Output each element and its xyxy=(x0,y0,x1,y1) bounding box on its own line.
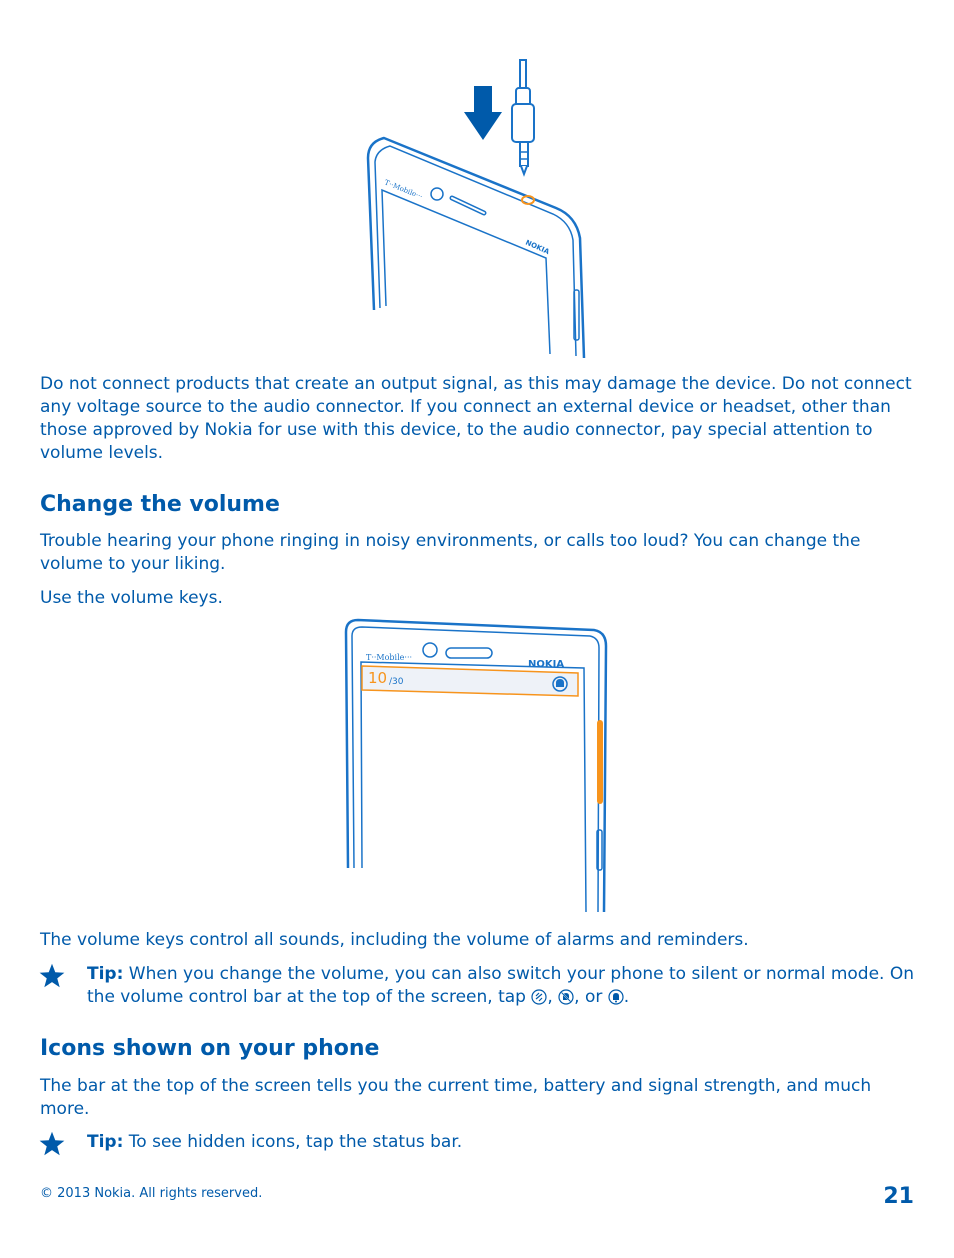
copyright-footer: © 2013 Nokia. All rights reserved. xyxy=(40,1186,263,1201)
tip-label: Tip: xyxy=(87,1132,124,1152)
volume-intro-text: Trouble hearing your phone ringing in noisy environments, or calls too loud? You can change the volume to your liking. xyxy=(40,531,861,574)
page-number: 21 xyxy=(883,1184,914,1209)
ring-bell-icon xyxy=(608,989,624,1005)
volume-keys-description: The volume keys control all sounds, including the volume of alarms and reminders. xyxy=(40,930,749,950)
tip-label: Tip: xyxy=(87,964,124,984)
silent-bell-icon xyxy=(558,989,574,1005)
down-arrow-icon xyxy=(464,86,502,140)
tip-end: . xyxy=(623,987,630,1007)
status-bar-description: The bar at the top of the screen tells you the current time, battery and signal strength, and much more. xyxy=(40,1076,872,1119)
volume-level-value: 10 xyxy=(368,669,388,687)
connector-warning-text: Do not connect products that create an output signal, as this may damage the device. Do not connect any voltage source to the audio connector. If you connect an external device or headset, other than those approved by Nokia for use with this device, to the audio connector, pay special attention to volume levels. xyxy=(40,374,912,463)
volume-key-highlight xyxy=(597,720,603,804)
tip-text-part: To see hidden icons, tap the status bar. xyxy=(123,1132,463,1152)
tip-separator: , xyxy=(547,987,559,1007)
vibrate-icon xyxy=(531,989,547,1005)
tip-separator: , or xyxy=(574,987,608,1007)
tip-silent-mode xyxy=(87,963,922,1009)
headset-connection-illustration xyxy=(360,58,600,360)
carrier-label: T··Mobile··· xyxy=(366,653,413,662)
brand-label: NOKIA xyxy=(524,238,551,257)
change-volume-heading: Change the volume xyxy=(40,492,280,517)
icons-heading: Icons shown on your phone xyxy=(40,1036,380,1061)
tip-star-icon xyxy=(38,962,66,990)
tip-star-icon xyxy=(38,1130,66,1158)
volume-control-bar[interactable] xyxy=(362,666,578,696)
volume-keys-text: Use the volume keys. xyxy=(40,588,223,608)
volume-level-max: /30 xyxy=(389,677,404,687)
tip-hidden-icons xyxy=(87,1131,922,1154)
tip-text-part: When you change the volume, you can also switch your phone to silent or normal mode. On the volume control bar at the top of the screen, tap xyxy=(87,964,915,1007)
volume-keys-illustration xyxy=(340,616,612,916)
brand-label: NOKIA xyxy=(528,659,565,670)
carrier-label: T··Mobile··· xyxy=(383,178,424,201)
